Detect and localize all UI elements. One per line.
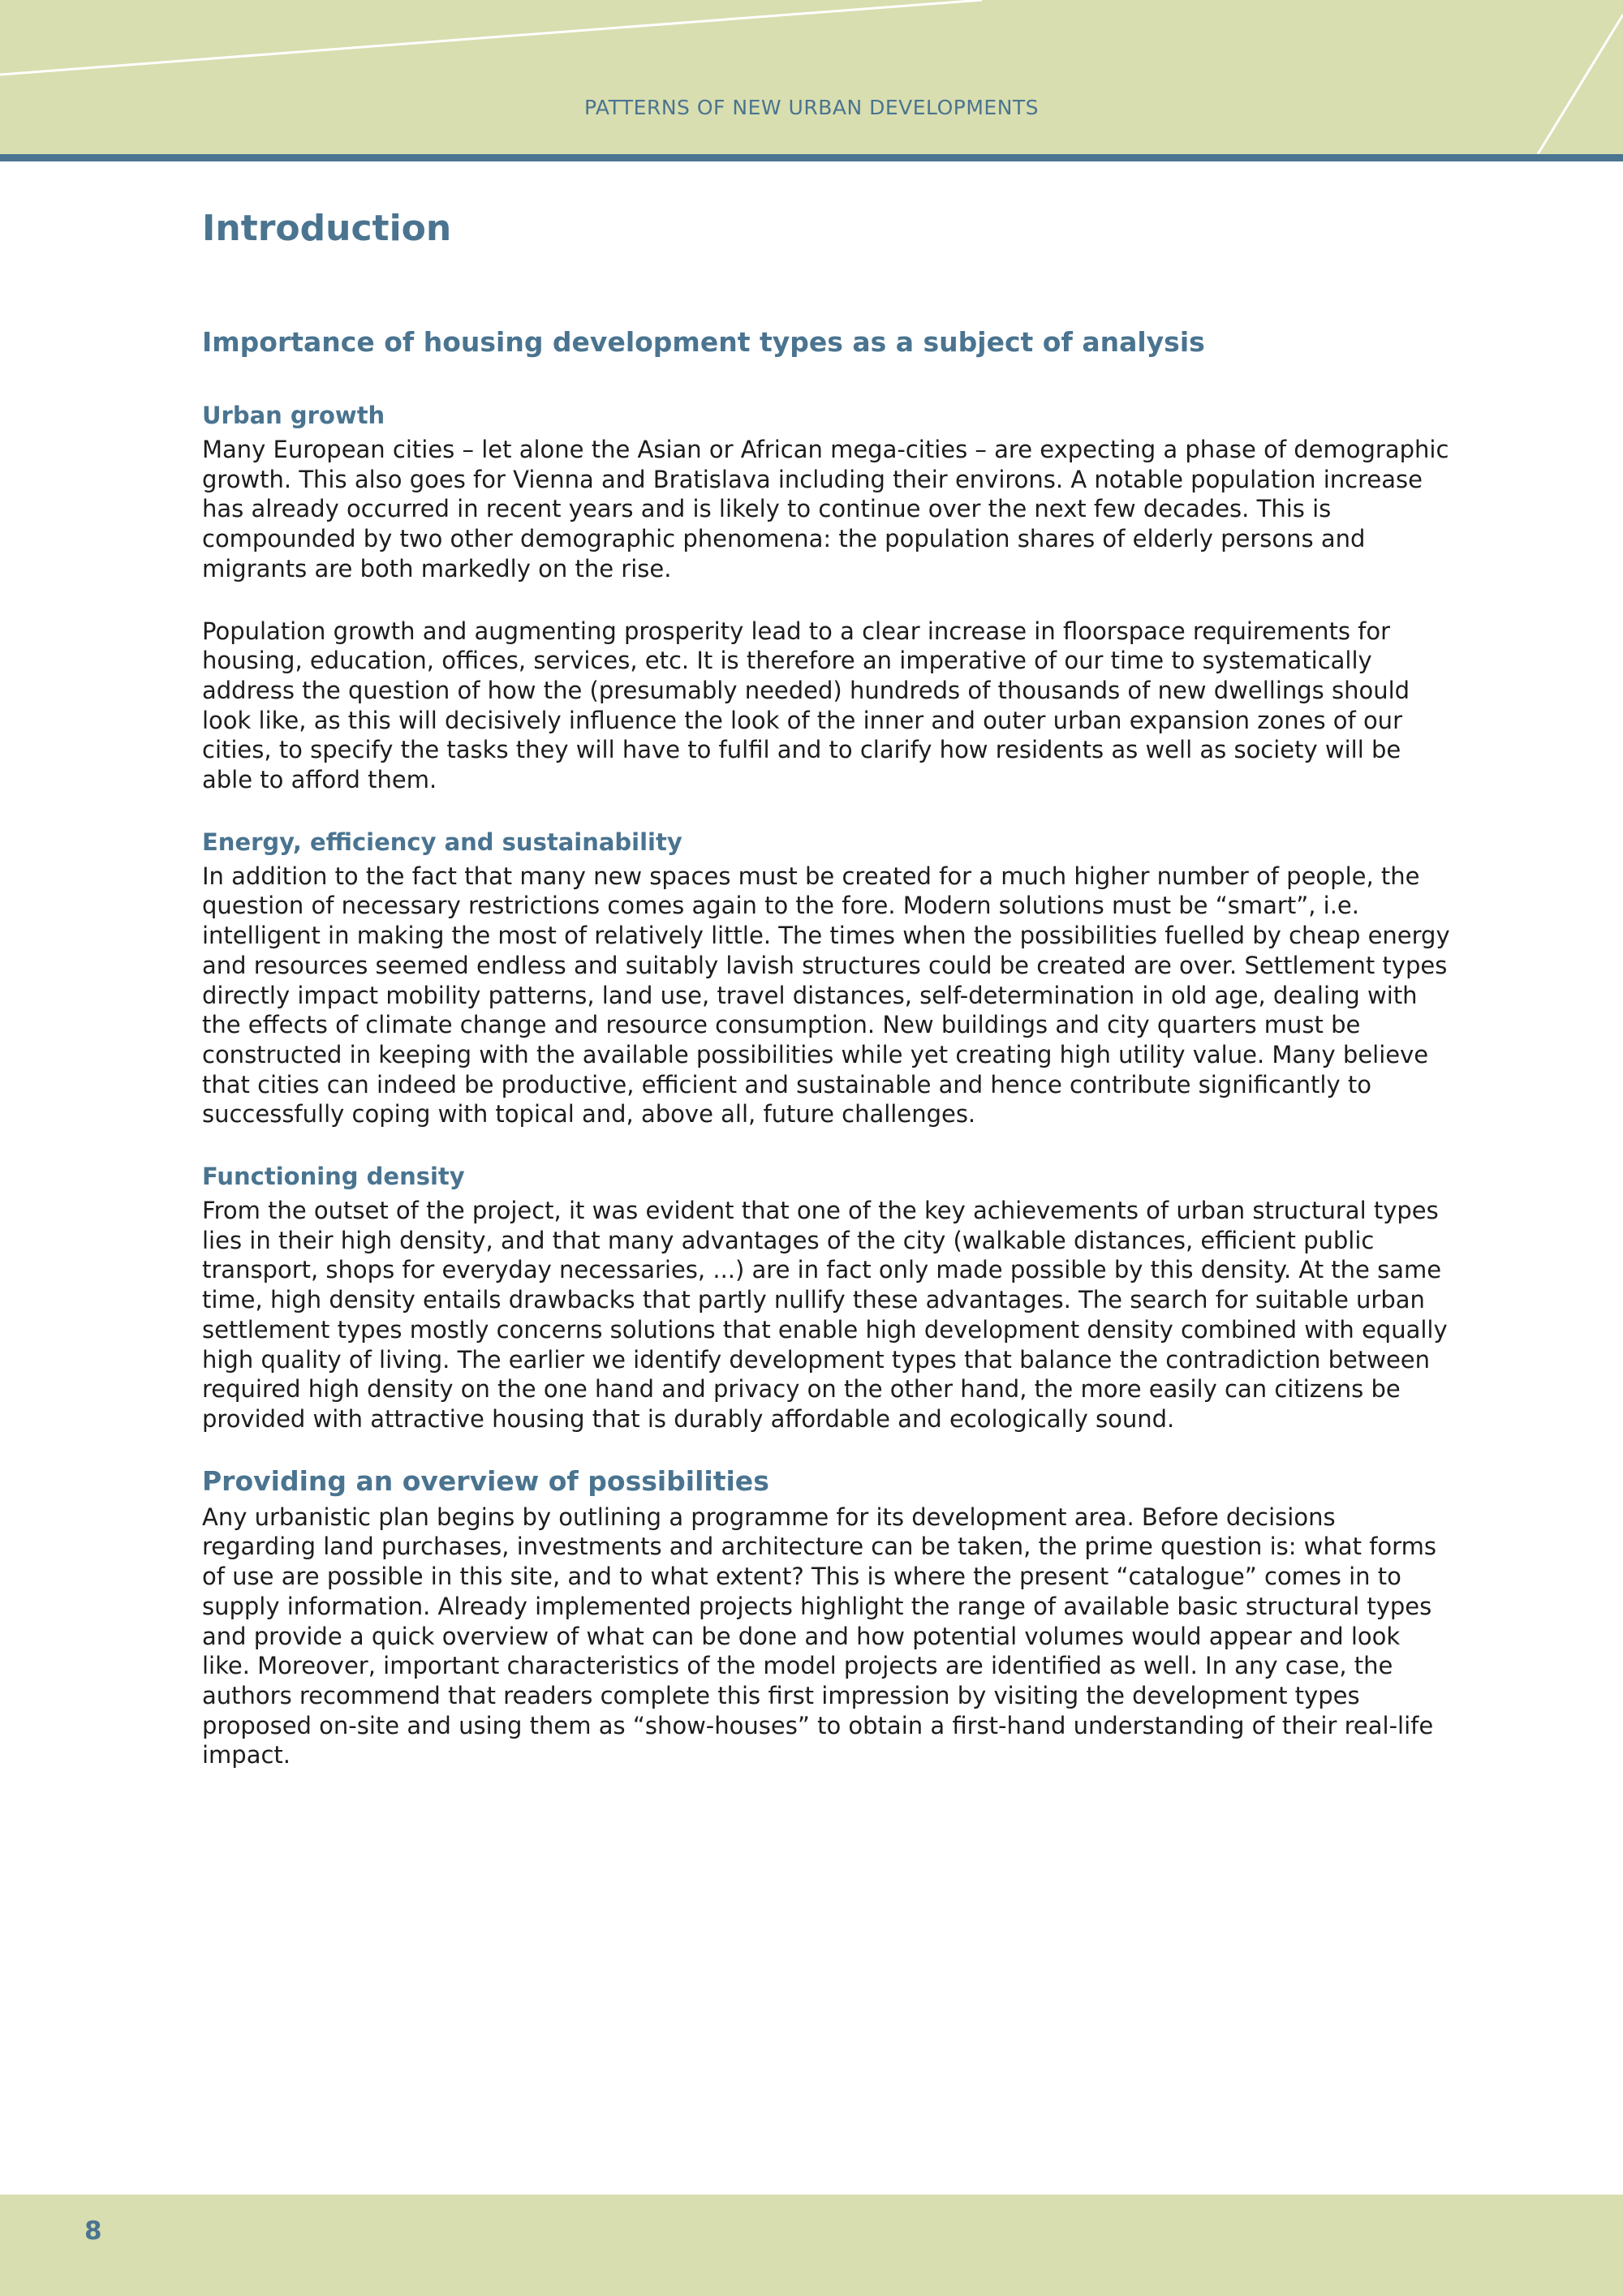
paragraph-urban-growth-1: Many European cities – let alone the Asian or African mega-cities – are expecting a phase of demographic growth. This also goes for Vienna and Bratislava including their environs. A notable population increase has already occurred in recent years and is likely to continue over the next few decades. This is compounded by two other demographic phenomena: the population shares of elderly persons and migrants are both markedly on the rise. [202, 436, 1449, 583]
running-title: PATTERNS OF NEW URBAN DEVELOPMENTS [583, 96, 1040, 119]
header-rule [0, 154, 1623, 161]
paragraph-urban-growth-2: Population growth and augmenting prosperity lead to a clear increase in floorspace requirements for housing, education, offices, services, etc. It is therefore an imperative of our time to systematically address the question of how the (presumably needed) hundreds of thousands of new dwellings should look like, as this will decisively influence the look of the inner and outer urban expansion zones of our cities, to specify the tasks they will have to fulfil and to clarify how residents as well as society will be able to afford them. [202, 617, 1410, 794]
page-number: 8 [84, 2216, 102, 2246]
section-title: Importance of housing development types as a subject of analysis [202, 326, 1205, 358]
header-diagonal-line-left [0, 0, 982, 75]
header-band [0, 0, 1623, 154]
section-heading-overview: Providing an overview of possibilities [202, 1464, 769, 1497]
footer-band [0, 2195, 1623, 2296]
paragraph-overview: Any urbanistic plan begins by outlining a programme for its development area. Before decisions regarding land purchases, investments and architecture can be taken, the prime question is: what forms of use are possible in this site, and to what extent? This is where the present “catalogue” comes in to supply information. Already implemented projects highlight the range of available basic structural types and provide a quick overview of what can be done and how potential volumes would appear and look like. Moreover, important characteristics of the model projects are identified as well. In any case, the authors recommend that readers complete this first impression by visiting the development types proposed on-site and using them as “show-houses” to obtain a first-hand understanding of their real-life impact. [202, 1503, 1436, 1769]
paragraph-energy: In addition to the fact that many new spaces must be created for a much higher number of people, the question of necessary restrictions comes again to the fore. Modern solutions must be “smart”, i.e. intelligent in making the most of relatively little. The times when the possibilities fuelled by cheap energy and resources seemed endless and suitably lavish structures could be created are over. Settlement types directly impact mobility patterns, land use, travel distances, self-determination in old age, dealing with the effects of climate change and resource consumption. New buildings and city quarters must be constructed in keeping with the available possibilities while yet creating high utility value. Many believe that cities can indeed be productive, efficient and sustainable and hence contribute significantly to successfully coping with topical and, above all, future challenges. [202, 862, 1450, 1129]
subsection-heading-energy: Energy, efficiency and sustainability [202, 828, 682, 856]
header-decorative-lines [0, 0, 1623, 154]
page-content [202, 208, 1452, 1770]
subsection-heading-urban-growth: Urban growth [202, 402, 385, 429]
subsection-heading-density: Functioning density [202, 1163, 465, 1191]
paragraph-density: From the outset of the project, it was evident that one of the key achievements of urban structural types lies in their high density, and that many advantages of the city (walkable distances, efficient public transport, shops for everyday necessaries, ...) are in fact only made possible by this density. At the same time, high density entails drawbacks that partly nullify these advantages. The search for suitable urban settlement types mostly concerns solutions that enable high development density combined with equally high quality of living. The earlier we identify development types that balance the contradiction between required high density on the one hand and privacy on the other hand, the more easily can citizens be provided with attractive housing that is durably affordable and ecologically sound. [202, 1197, 1448, 1433]
header-diagonal-line-right [1538, 15, 1623, 154]
page-title: Introduction [202, 208, 452, 249]
